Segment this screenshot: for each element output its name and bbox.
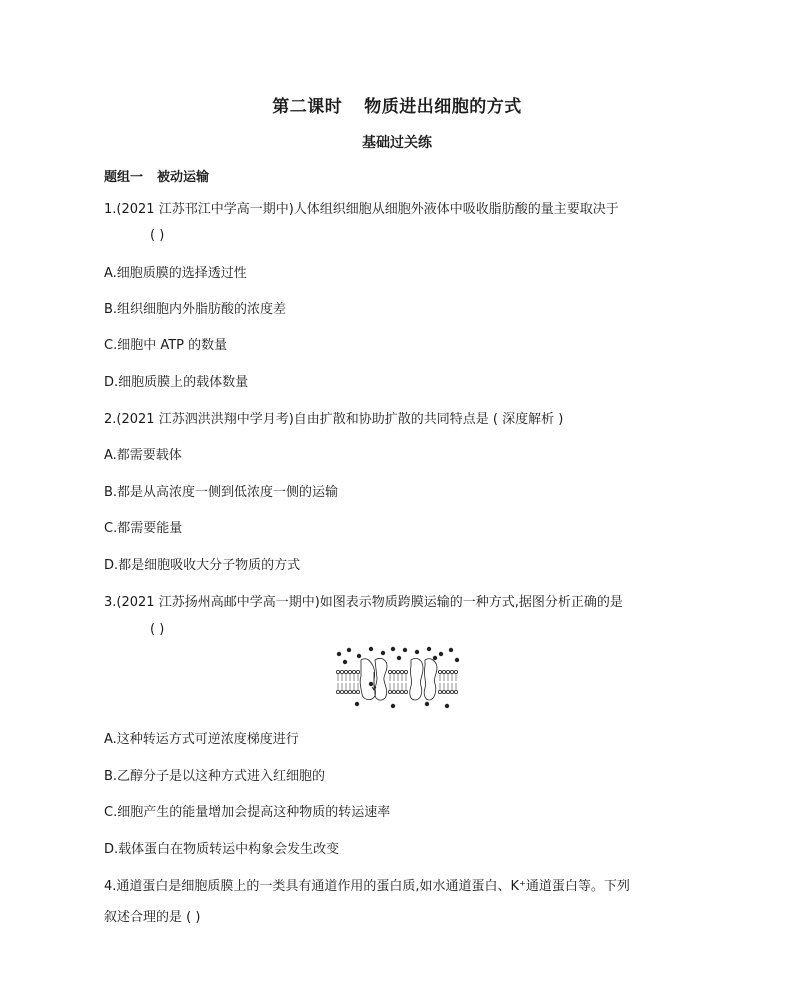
bilayer-upper-heads	[336, 670, 457, 673]
question-1-option-c[interactable]: C.细胞中 ATP 的数量	[104, 338, 228, 353]
carrier-protein-left-b	[375, 658, 387, 700]
question-4-stem-line2: 叙述合理的是 ( )	[104, 910, 201, 925]
page-subtitle: 基础过关练	[362, 135, 432, 151]
question-2-option-a[interactable]: A.都需要载体	[104, 448, 182, 463]
membrane-transport-figure	[331, 646, 463, 710]
transport-arrow	[372, 672, 376, 690]
question-3-option-b[interactable]: B.乙醇分子是以这种方式进入红细胞的	[104, 769, 326, 784]
question-2-option-c[interactable]: C.都需要能量	[104, 521, 183, 536]
title-part-topic: 物质进出细胞的方式	[364, 97, 522, 117]
group-number: 题组一	[104, 170, 144, 185]
carrier-protein-right	[410, 658, 423, 700]
question-3-option-d[interactable]: D.载体蛋白在物质转运中构象会发生改变	[104, 842, 340, 857]
question-1-stem: 1.(2021 江苏邗江中学高一期中)人体组织细胞从细胞外液体中吸收脂肪酸的量主要取决于	[104, 202, 619, 217]
question-1-option-a[interactable]: A.细胞质膜的选择透过性	[104, 266, 247, 281]
group-topic: 被动运输	[157, 170, 210, 185]
question-2-stem: 2.(2021 江苏泗洪洪翔中学月考)自由扩散和协助扩散的共同特点是 ( 深度解析 )	[104, 412, 564, 427]
question-3-answer-blank[interactable]: ( )	[150, 622, 165, 637]
title-part-lesson: 第二课时	[272, 97, 343, 117]
question-2-option-b[interactable]: B.都是从高浓度一侧到低浓度一侧的运输	[104, 485, 339, 500]
bilayer-tails	[338, 674, 456, 690]
carrier-protein-right-b	[424, 659, 437, 700]
question-1-option-d[interactable]: D.细胞质膜上的载体数量	[104, 375, 249, 390]
question-2-option-d[interactable]: D.都是细胞吸收大分子物质的方式	[104, 558, 301, 573]
bilayer-lower-heads	[336, 690, 457, 693]
carrier-protein-left	[360, 659, 375, 700]
page-title	[0, 92, 794, 117]
question-4-stem-line1: 4.通道蛋白是细胞质膜上的一类具有通道作用的蛋白质,如水通道蛋白、K⁺通道蛋白等。下列	[104, 879, 630, 894]
question-3-stem: 3.(2021 江苏扬州高邮中学高一期中)如图表示物质跨膜运输的一种方式,据图分析正确的是	[104, 595, 623, 610]
question-3-option-a[interactable]: A.这种转运方式可逆浓度梯度进行	[104, 732, 299, 747]
question-1-answer-blank[interactable]: ( )	[150, 228, 165, 243]
question-3-option-c[interactable]: C.细胞产生的能量增加会提高这种物质的转运速率	[104, 805, 391, 820]
group-heading	[104, 166, 209, 185]
question-1-option-b[interactable]: B.组织细胞内外脂肪酸的浓度差	[104, 302, 287, 317]
